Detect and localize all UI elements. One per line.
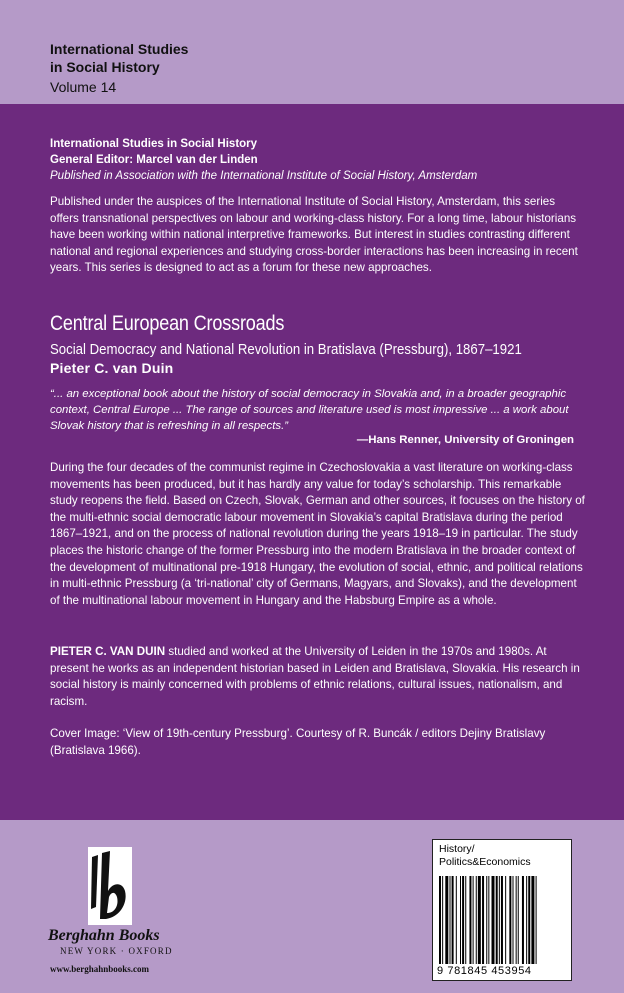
series-volume: Volume 14 [50,79,117,95]
publisher-cities: NEW YORK · OXFORD [60,946,173,956]
subject-line2: Politics&Economics [439,856,531,868]
publisher-url[interactable]: www.berghahnbooks.com [50,964,150,974]
author-bio [50,644,586,710]
book-description: During the four decades of the communist regime in Czechoslovakia a vast literature on working-class movements has been produced, but it has hardly any value for today’s scholarship. This remarkable study reopens the field. Based on Czech, Slovak, German and other sources, it focuses on the history of the multi-ethnic social democratic labour movement in Slovakia’s capital Bratislava during the period 1867–1921, and on the process of national revolution during the years 1918–19 in particular. The study places the historic change of the former Pressburg into the modern Bratislava in the broader context of the development of multinational pre-1918 Hungary, the evolution of social, ethnic, and political relations in multi-ethnic Pressburg (a ‘tri-national’ city of Germans, Magyars, and Slovaks), and the development of the multinational labour movement in Hungary and the Habsburg Empire as a whole. [50,461,585,607]
subject-category [439,843,531,869]
cover-credit: Cover Image: ‘View of 19th-century Pressburg’. Courtesy of R. Buncák / editors Dejiny Bratislavy (Bratislava 1966). [50,727,546,757]
book-author: Pieter C. van Duin [50,360,174,376]
isbn-digits: 9 781845 453954 [437,965,532,977]
series-title-line1: International Studies [50,41,189,57]
editorial-header [50,136,590,184]
series-description: Published under the auspices of the International Institute of Social History, Amsterdam, this series offers transnational perspectives on labour and working-class history. For a long time, labour historians have been working within national interpretive frameworks. But interest in studies contrasting different national and regional experiences and studying cross-border interactions has been increasing in recent years. This series is designed to act as a forum for these new approaches. [50,195,578,275]
series-title-line2: in Social History [50,59,160,75]
book-title: Central European Crossroads [50,312,285,335]
publisher-name: Berghahn Books [48,927,160,944]
berghahn-b-logo-icon [88,847,132,925]
back-cover-panel [0,104,624,820]
author-bio-name: PIETER C. VAN DUIN [50,645,166,658]
subject-line1: History/ [439,843,475,855]
barcode-box [432,839,572,981]
series-name: International Studies in Social History [50,138,258,150]
review-source: —Hans Renner, University of Groningen [356,434,574,446]
general-editor: General Editor: Marcel van der Linden [50,154,258,166]
association-line: Published in Association with the International Institute of Social History, Amsterdam [50,170,478,182]
author-bio-text: studied and worked at the University of Leiden in the 1970s and 1980s. At present he works as an independent historian based in Leiden and Bratislava, Slovakia. His research in social history is mainly concerned with problems of ethnic relations, cultural issues, nationalism, and racism. [50,645,580,708]
review-quote: “... an exceptional book about the history of social democracy in Slovakia and, in a broader geographic context, Central Europe ... The range of sources and literature used is most impressive ... a work about Slovak history that is refreshing in all respects.” [50,388,569,432]
series-header-title [50,40,188,76]
isbn-barcode [439,876,567,964]
book-subtitle: Social Democracy and National Revolution in Bratislava (Pressburg), 1867–1921 [50,341,522,358]
